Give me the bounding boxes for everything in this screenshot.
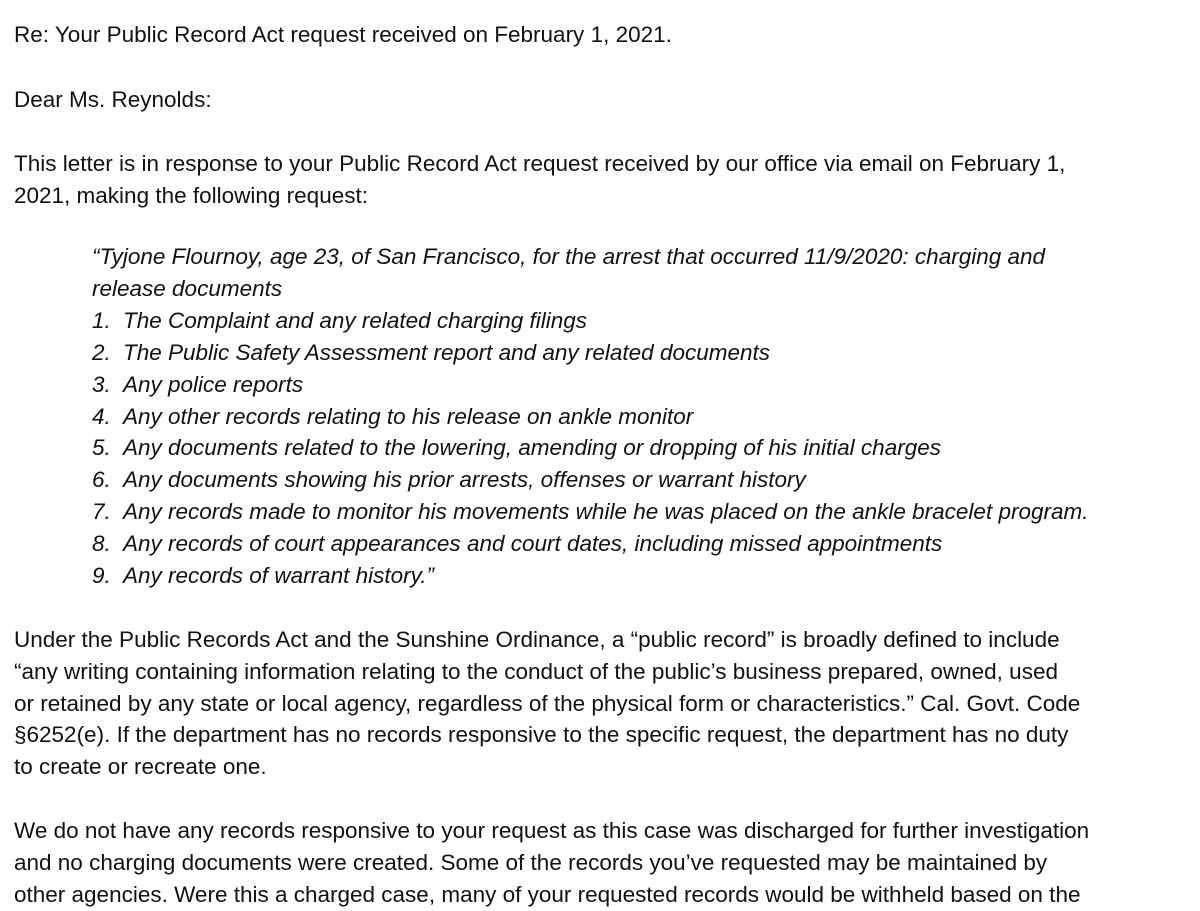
salutation: Dear Ms. Reynolds: [14, 87, 212, 112]
request-item-text: Any other records relating to his release on ankle monitor [123, 404, 694, 429]
intro-line: This letter is in response to your Public Record Act request received by our office via email on February 1, [14, 151, 1066, 176]
quote-line: “Tyjone Flournoy, age 23, of San Francisco, for the arrest that occurred 11/9/2020: charging and [92, 244, 1046, 269]
request-item [92, 464, 806, 496]
request-item [92, 305, 587, 337]
quote-line: release documents [92, 276, 283, 301]
request-item-number: 1. [92, 308, 111, 333]
request-item-text: Any records of court appearances and court dates, including missed appointments [123, 531, 943, 556]
definition-line: “any writing containing information relating to the conduct of the public’s business prepared, owned, used [14, 659, 1058, 684]
response-line: and no charging documents were created. Some of the records you’ve requested may be maintained by [14, 850, 1048, 875]
request-item-text: Any documents showing his prior arrests, offenses or warrant history [123, 467, 806, 492]
request-item-number: 2. [92, 340, 111, 365]
request-item [92, 401, 693, 433]
request-item-text: The Public Safety Assessment report and any related documents [123, 340, 771, 365]
request-item-text: Any documents related to the lowering, amending or dropping of his initial charges [123, 435, 941, 460]
request-item [92, 560, 434, 592]
request-item [92, 432, 941, 464]
request-item-number: 3. [92, 372, 111, 397]
request-item-number: 5. [92, 435, 111, 460]
letter-page [14, 0, 1190, 911]
request-item-number: 9. [92, 563, 111, 588]
request-item-number: 4. [92, 404, 111, 429]
request-item [92, 528, 942, 560]
request-item [92, 337, 770, 369]
request-item-number: 7. [92, 499, 111, 524]
definition-line: §6252(e). If the department has no records responsive to the specific request, the department has no duty [14, 722, 1069, 747]
request-item-number: 6. [92, 467, 111, 492]
request-item-text: The Complaint and any related charging filings [123, 308, 588, 333]
definition-line: Under the Public Records Act and the Sunshine Ordinance, a “public record” is broadly defined to include [14, 627, 1060, 652]
request-item-number: 8. [92, 531, 111, 556]
request-item-text: Any records made to monitor his movements while he was placed on the ankle bracelet program. [123, 499, 1089, 524]
definition-line: or retained by any state or local agency, regardless of the physical form or characteristics.” Cal. Govt. Code [14, 691, 1081, 716]
response-line: We do not have any records responsive to your request as this case was discharged for further investigation [14, 818, 1090, 843]
request-item [92, 369, 303, 401]
request-item-text: Any records of warrant history.” [123, 563, 434, 588]
re-line: Re: Your Public Record Act request received on February 1, 2021. [14, 22, 672, 47]
request-item-text: Any police reports [123, 372, 304, 397]
response-line: other agencies. Were this a charged case, many of your requested records would be withheld based on the [14, 882, 1081, 907]
intro-line: 2021, making the following request: [14, 183, 368, 208]
request-item [92, 496, 1088, 528]
definition-line: to create or recreate one. [14, 754, 267, 779]
